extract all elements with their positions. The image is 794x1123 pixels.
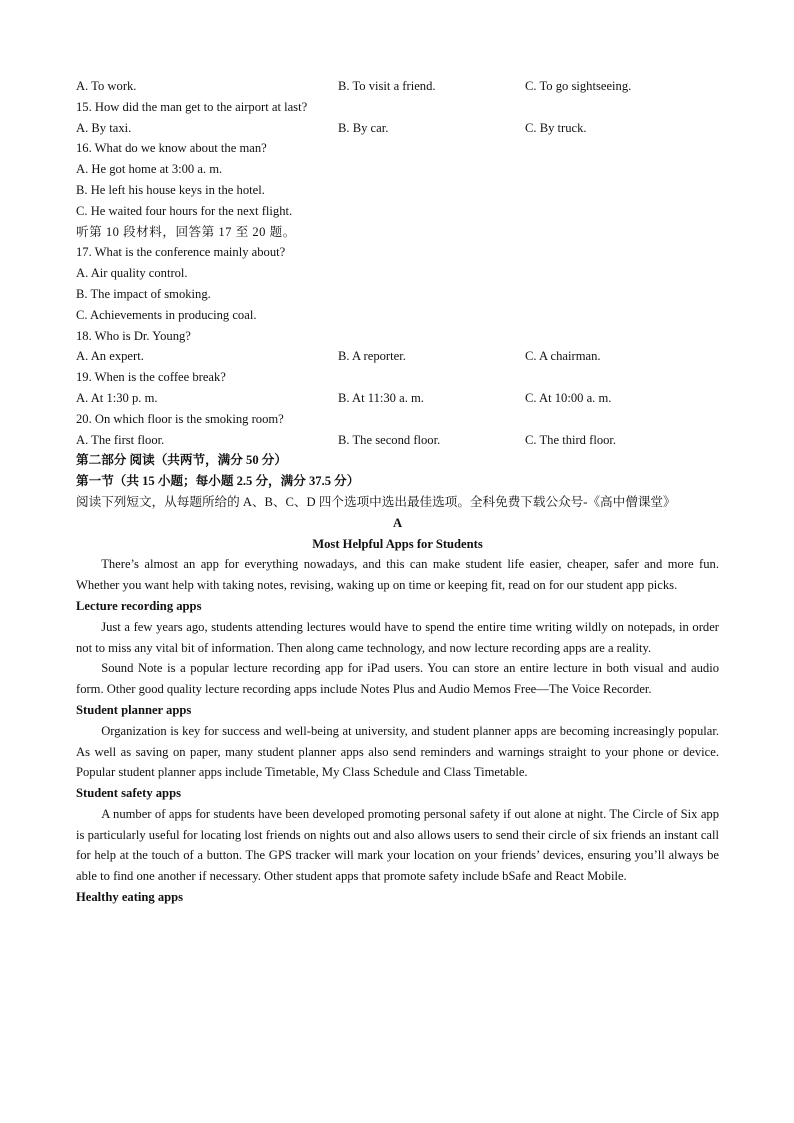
q17-option-b: B. The impact of smoking. (76, 286, 211, 301)
q16-question: 16. What do we know about the man? (76, 141, 267, 156)
q17-option-c: C. Achievements in producing coal. (76, 307, 257, 322)
q14-option-c: C. To go sightseeing. (525, 79, 632, 93)
q20-option-a: A. The first floor. (76, 432, 165, 447)
q14-option-b: B. To visit a friend. (338, 79, 436, 93)
q17-option-a: A. Air quality control. (76, 266, 188, 281)
safety-paragraph: A number of apps for students have been developed promoting personal safety if out alone at night. The Circle of Six app is particularly useful for locating lost friends on nights out and also allows users to send their circle of six friends an instant call for help at the touch of a button. The GPS tracker will mark your location on your friends’ devices, ensuring you’ll always be able to find one another if necessary. Other student apps that promote safety include bSafe and React Mobile. (76, 806, 719, 884)
q18-option-c: C. A chairman. (525, 349, 601, 364)
section-heading-planner: Student planner apps (76, 702, 192, 717)
q15-option-b: B. By car. (338, 120, 389, 135)
q19-question: 19. When is the coffee break? (76, 370, 226, 385)
section1-heading: 第一节（共 15 小题；每小题 2.5 分，满分 37.5 分） (76, 474, 360, 489)
q20-option-c: C. The third floor. (525, 432, 617, 447)
q20-options (76, 430, 719, 451)
q16-option-b: B. He left his house keys in the hotel. (76, 182, 265, 197)
section-heading-lecture: Lecture recording apps (76, 598, 202, 613)
q19-option-a: A. At 1:30 p. m. (76, 390, 158, 405)
passage-intro: There’s almost an app for everything nowadays, and this can make student life easier, cheaper, safer and more fun. Whether you want help with taking notes, revising, waking up on time or keeping fit, read on for our student app picks. (76, 557, 719, 593)
reading-instructions: 阅读下列短文，从每题所给的 A、B、C、D 四个选项中选出最佳选项。全科免费下载公众号-《高中僧课堂》 (76, 494, 676, 509)
q16-option-a: A. He got home at 3:00 a. m. (76, 162, 223, 177)
q14-options (76, 76, 719, 97)
q15-question: 15. How did the man get to the airport at last? (76, 99, 308, 114)
q15-options (76, 118, 719, 139)
planner-paragraph: Organization is key for success and well-being at university, and student planner apps are becoming increasingly popular. As well as saving on paper, many student planner apps also send reminders and warnings straight to your phone or device. Popular student planner apps include Timetable, My Class Schedule and Class Timetable. (76, 723, 719, 780)
q19-options (76, 388, 719, 409)
q19-option-c: C. At 10:00 a. m. (525, 390, 612, 405)
section-heading-safety: Student safety apps (76, 786, 181, 801)
exam-page (76, 76, 719, 908)
q16-option-c: C. He waited four hours for the next flight. (76, 203, 293, 218)
q18-options (76, 346, 719, 367)
part2-heading: 第二部分 阅读（共两节，满分 50 分） (76, 453, 287, 468)
q20-option-b: B. The second floor. (338, 432, 441, 447)
section-heading-healthy-eating: Healthy eating apps (76, 890, 184, 905)
section10-note: 听第 10 段材料，回答第 17 至 20 题。 (76, 224, 296, 239)
q20-question: 20. On which floor is the smoking room? (76, 411, 284, 426)
lecture-paragraph-1: Just a few years ago, students attending lectures would have to spend the entire time writing wildly on notepads, in order not to miss any vital bit of information. Then along came technology, and now lecture recording apps are a reality. (76, 619, 719, 655)
q17-question: 17. What is the conference mainly about? (76, 245, 286, 260)
q18-option-a: A. An expert. (76, 349, 144, 364)
q15-option-a: A. By taxi. (76, 120, 132, 135)
passage-title: Most Helpful Apps for Students (312, 536, 483, 551)
q18-option-b: B. A reporter. (338, 349, 406, 364)
q19-option-b: B. At 11:30 a. m. (338, 390, 424, 405)
lecture-paragraph-2: Sound Note is a popular lecture recording app for iPad users. You can store an entire lecture in both visual and audio form. Other good quality lecture recording apps include Notes Plus and Audio Memos Free—The Voice Recorder. (76, 661, 719, 697)
passage-label: A (392, 515, 403, 530)
q15-option-c: C. By truck. (525, 120, 587, 135)
q14-option-a: A. To work. (76, 79, 137, 93)
q18-question: 18. Who is Dr. Young? (76, 328, 191, 343)
